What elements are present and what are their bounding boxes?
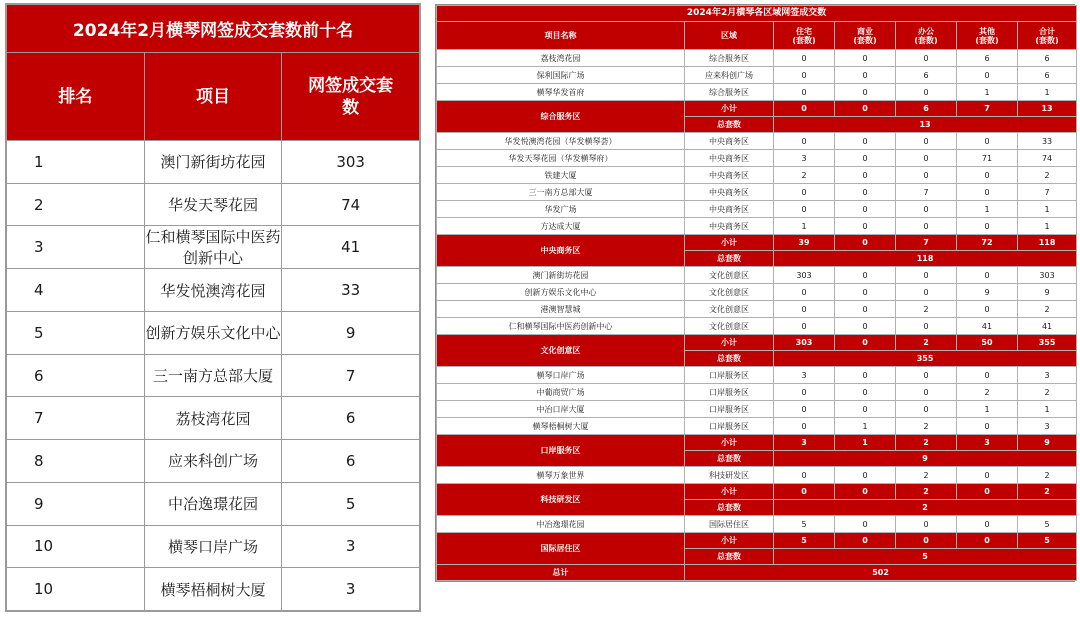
- other-header: 其他 (套数): [957, 22, 1018, 50]
- value-cell-tot: 6: [1018, 67, 1077, 84]
- table-row: [7, 482, 420, 525]
- subtotal-res: 39: [774, 235, 835, 251]
- subtotal-row: [437, 533, 1077, 549]
- rank-cell: 9: [7, 482, 145, 525]
- table-row: [437, 418, 1077, 435]
- area-cell: 口岸服务区: [685, 367, 774, 384]
- value-cell-oth: 0: [957, 218, 1018, 235]
- value-cell-tot: 2: [1018, 167, 1077, 184]
- project-name-cell: 方达成大厦: [437, 218, 685, 235]
- subtotal-off: 2: [896, 484, 957, 500]
- value-cell-com: 0: [835, 467, 896, 484]
- rank-cell: 2: [7, 183, 145, 226]
- value-cell-oth: 0: [957, 184, 1018, 201]
- count-cell: 303: [282, 141, 420, 184]
- project-cell: 荔枝湾花园: [144, 397, 282, 440]
- value-cell-off: 2: [896, 301, 957, 318]
- top-ten-table: [5, 3, 421, 612]
- value-cell-com: 0: [835, 301, 896, 318]
- value-cell-off: 0: [896, 318, 957, 335]
- subtotal-row: [437, 484, 1077, 500]
- count-cell: 5: [282, 482, 420, 525]
- table-row: [437, 218, 1077, 235]
- subtotal-off: 2: [896, 335, 957, 351]
- subtotal-label: 小计: [685, 533, 774, 549]
- table-row: [437, 67, 1077, 84]
- value-cell-com: 0: [835, 284, 896, 301]
- subtotal-oth: 7: [957, 101, 1018, 117]
- value-cell-off: 2: [896, 467, 957, 484]
- subtotal-oth: 72: [957, 235, 1018, 251]
- subtotal-res: 0: [774, 484, 835, 500]
- value-cell-oth: 2: [957, 384, 1018, 401]
- project-cell: 应来科创广场: [144, 440, 282, 483]
- grand-total-label: 总计: [437, 565, 685, 581]
- value-cell-tot: 1: [1018, 84, 1077, 101]
- project-name-cell: 港澳智慧城: [437, 301, 685, 318]
- value-cell-res: 2: [774, 167, 835, 184]
- table-row: [437, 133, 1077, 150]
- table-row: [7, 183, 420, 226]
- area-cell: 口岸服务区: [685, 384, 774, 401]
- project-header: 项目: [144, 53, 282, 141]
- subtotal-oth: 3: [957, 435, 1018, 451]
- value-cell-res: 0: [774, 401, 835, 418]
- value-cell-off: 0: [896, 167, 957, 184]
- subtotal-com: 0: [835, 235, 896, 251]
- table-row: [7, 525, 420, 568]
- table-row: [437, 401, 1077, 418]
- value-cell-tot: 1: [1018, 201, 1077, 218]
- project-name-cell: 铁建大厦: [437, 167, 685, 184]
- table-row: [437, 84, 1077, 101]
- value-cell-res: 5: [774, 516, 835, 533]
- value-cell-oth: 41: [957, 318, 1018, 335]
- project-name-cell: 横琴华发首府: [437, 84, 685, 101]
- subtotal-off: 2: [896, 435, 957, 451]
- area-cell: 中央商务区: [685, 201, 774, 218]
- subtotal-com: 0: [835, 335, 896, 351]
- project-name-header: 项目名称: [437, 22, 685, 50]
- value-cell-oth: 1: [957, 84, 1018, 101]
- value-cell-res: 0: [774, 384, 835, 401]
- subtotal-off: 7: [896, 235, 957, 251]
- project-cell: 中冶逸璟花园: [144, 482, 282, 525]
- value-cell-res: 303: [774, 267, 835, 284]
- value-cell-tot: 2: [1018, 467, 1077, 484]
- area-cell: 中央商务区: [685, 184, 774, 201]
- district-name-cell: 口岸服务区: [437, 435, 685, 467]
- value-cell-res: 0: [774, 84, 835, 101]
- total-sets-label: 总套数: [685, 117, 774, 133]
- table-row: [437, 150, 1077, 167]
- district-table-title: 2024年2月横琴各区域网签成交数: [437, 6, 1077, 22]
- rank-cell: 4: [7, 269, 145, 312]
- area-cell: 文化创意区: [685, 267, 774, 284]
- subtotal-com: 0: [835, 533, 896, 549]
- count-cell: 7: [282, 354, 420, 397]
- count-cell: 3: [282, 525, 420, 568]
- value-cell-com: 0: [835, 384, 896, 401]
- value-cell-oth: 0: [957, 367, 1018, 384]
- table-row: [437, 267, 1077, 284]
- value-cell-tot: 303: [1018, 267, 1077, 284]
- value-cell-res: 0: [774, 67, 835, 84]
- value-cell-res: 0: [774, 467, 835, 484]
- value-cell-oth: 0: [957, 301, 1018, 318]
- count-header-line1: 网签成交套: [308, 75, 394, 96]
- office-header: 办公 (套数): [896, 22, 957, 50]
- count-header: [282, 53, 420, 141]
- value-cell-res: 0: [774, 318, 835, 335]
- rank-cell: 5: [7, 312, 145, 355]
- project-cell: 横琴梧桐树大厦: [144, 568, 282, 611]
- total-header: 合计 (套数): [1018, 22, 1077, 50]
- table-row: [7, 397, 420, 440]
- subtotal-label: 小计: [685, 335, 774, 351]
- rank-cell: 10: [7, 568, 145, 611]
- value-cell-com: 0: [835, 267, 896, 284]
- area-cell: 国际居住区: [685, 516, 774, 533]
- value-cell-res: 0: [774, 133, 835, 150]
- district-name-cell: 科技研发区: [437, 484, 685, 516]
- value-cell-off: 0: [896, 284, 957, 301]
- value-cell-off: 6: [896, 67, 957, 84]
- value-cell-tot: 41: [1018, 318, 1077, 335]
- grand-total-row: [437, 565, 1077, 581]
- subtotal-oth: 0: [957, 484, 1018, 500]
- value-cell-com: 0: [835, 516, 896, 533]
- project-name-cell: 横琴口岸广场: [437, 367, 685, 384]
- area-header: 区域: [685, 22, 774, 50]
- value-cell-oth: 1: [957, 201, 1018, 218]
- project-name-cell: 中葡商贸广场: [437, 384, 685, 401]
- value-cell-oth: 0: [957, 133, 1018, 150]
- subtotal-tot: 13: [1018, 101, 1077, 117]
- value-cell-oth: 0: [957, 167, 1018, 184]
- value-cell-com: 0: [835, 367, 896, 384]
- subtotal-com: 1: [835, 435, 896, 451]
- value-cell-tot: 2: [1018, 384, 1077, 401]
- value-cell-com: 0: [835, 133, 896, 150]
- value-cell-oth: 0: [957, 267, 1018, 284]
- value-cell-off: 7: [896, 184, 957, 201]
- value-cell-tot: 3: [1018, 367, 1077, 384]
- value-cell-off: 0: [896, 201, 957, 218]
- value-cell-off: 0: [896, 150, 957, 167]
- value-cell-res: 0: [774, 301, 835, 318]
- project-name-cell: 华发悦澳湾花园（华发横琴荟）: [437, 133, 685, 150]
- total-sets-value: 13: [774, 117, 1077, 133]
- project-name-cell: 华发天琴花园（华发横琴府）: [437, 150, 685, 167]
- project-name-cell: 中冶逸璟花园: [437, 516, 685, 533]
- value-cell-tot: 1: [1018, 218, 1077, 235]
- total-sets-label: 总套数: [685, 351, 774, 367]
- project-cell: 华发悦澳湾花园: [144, 269, 282, 312]
- table-row: [7, 354, 420, 397]
- count-cell: 74: [282, 183, 420, 226]
- project-name-cell: 中冶口岸大厦: [437, 401, 685, 418]
- project-cell: 澳门新街坊花园: [144, 141, 282, 184]
- residential-header: 住宅 (套数): [774, 22, 835, 50]
- project-name-cell: 荔枝湾花园: [437, 50, 685, 67]
- subtotal-tot: 9: [1018, 435, 1077, 451]
- subtotal-row: [437, 435, 1077, 451]
- value-cell-tot: 74: [1018, 150, 1077, 167]
- subtotal-tot: 5: [1018, 533, 1077, 549]
- value-cell-tot: 2: [1018, 301, 1077, 318]
- area-cell: 综合服务区: [685, 84, 774, 101]
- value-cell-res: 0: [774, 284, 835, 301]
- rank-cell: 10: [7, 525, 145, 568]
- subtotal-oth: 0: [957, 533, 1018, 549]
- project-cell: 横琴口岸广场: [144, 525, 282, 568]
- table-row: [437, 184, 1077, 201]
- value-cell-tot: 6: [1018, 50, 1077, 67]
- table-row: [7, 440, 420, 483]
- value-cell-oth: 71: [957, 150, 1018, 167]
- value-cell-oth: 0: [957, 516, 1018, 533]
- value-cell-res: 3: [774, 367, 835, 384]
- value-cell-tot: 9: [1018, 284, 1077, 301]
- count-cell: 6: [282, 397, 420, 440]
- subtotal-oth: 50: [957, 335, 1018, 351]
- table-row: [437, 367, 1077, 384]
- project-cell: 三一南方总部大厦: [144, 354, 282, 397]
- value-cell-tot: 3: [1018, 418, 1077, 435]
- table-row: [437, 384, 1077, 401]
- value-cell-com: 0: [835, 50, 896, 67]
- value-cell-res: 1: [774, 218, 835, 235]
- table-row: [7, 568, 420, 611]
- area-cell: 应来科创广场: [685, 67, 774, 84]
- table-row: [437, 201, 1077, 218]
- project-name-cell: 仁和横琴国际中医药创新中心: [437, 318, 685, 335]
- district-name-cell: 文化创意区: [437, 335, 685, 367]
- subtotal-res: 0: [774, 101, 835, 117]
- value-cell-off: 0: [896, 218, 957, 235]
- value-cell-tot: 1: [1018, 401, 1077, 418]
- value-cell-res: 0: [774, 201, 835, 218]
- value-cell-com: 0: [835, 318, 896, 335]
- subtotal-row: [437, 101, 1077, 117]
- area-cell: 综合服务区: [685, 50, 774, 67]
- table-row: [437, 318, 1077, 335]
- table-row: [437, 301, 1077, 318]
- project-name-cell: 澳门新街坊花园: [437, 267, 685, 284]
- value-cell-com: 0: [835, 150, 896, 167]
- subtotal-row: [437, 235, 1077, 251]
- count-header-line2: 数: [342, 97, 360, 118]
- subtotal-off: 6: [896, 101, 957, 117]
- value-cell-com: 0: [835, 218, 896, 235]
- total-sets-label: 总套数: [685, 251, 774, 267]
- subtotal-off: 0: [896, 533, 957, 549]
- table-row: [437, 516, 1077, 533]
- value-cell-tot: 7: [1018, 184, 1077, 201]
- count-cell: 41: [282, 226, 420, 269]
- total-sets-label: 总套数: [685, 549, 774, 565]
- value-cell-res: 0: [774, 50, 835, 67]
- total-sets-value: 118: [774, 251, 1077, 267]
- total-sets-label: 总套数: [685, 500, 774, 516]
- count-cell: 6: [282, 440, 420, 483]
- area-cell: 口岸服务区: [685, 401, 774, 418]
- value-cell-off: 0: [896, 84, 957, 101]
- subtotal-com: 0: [835, 101, 896, 117]
- value-cell-com: 0: [835, 84, 896, 101]
- value-cell-tot: 5: [1018, 516, 1077, 533]
- rank-header: 排名: [7, 53, 145, 141]
- subtotal-label: 小计: [685, 235, 774, 251]
- subtotal-res: 303: [774, 335, 835, 351]
- table-row: [437, 50, 1077, 67]
- value-cell-com: 1: [835, 418, 896, 435]
- commercial-header: 商业 (套数): [835, 22, 896, 50]
- table-row: [437, 167, 1077, 184]
- total-sets-value: 5: [774, 549, 1077, 565]
- project-name-cell: 三一南方总部大厦: [437, 184, 685, 201]
- subtotal-res: 5: [774, 533, 835, 549]
- area-cell: 中央商务区: [685, 133, 774, 150]
- subtotal-tot: 2: [1018, 484, 1077, 500]
- value-cell-res: 3: [774, 150, 835, 167]
- count-cell: 9: [282, 312, 420, 355]
- value-cell-off: 0: [896, 367, 957, 384]
- subtotal-tot: 118: [1018, 235, 1077, 251]
- value-cell-res: 0: [774, 184, 835, 201]
- table-row: [7, 141, 420, 184]
- value-cell-off: 0: [896, 50, 957, 67]
- district-name-cell: 中央商务区: [437, 235, 685, 267]
- subtotal-label: 小计: [685, 101, 774, 117]
- area-cell: 文化创意区: [685, 318, 774, 335]
- value-cell-oth: 6: [957, 50, 1018, 67]
- area-cell: 中央商务区: [685, 167, 774, 184]
- count-cell: 3: [282, 568, 420, 611]
- project-cell: 华发天琴花园: [144, 183, 282, 226]
- subtotal-tot: 355: [1018, 335, 1077, 351]
- value-cell-off: 0: [896, 133, 957, 150]
- district-name-cell: 综合服务区: [437, 101, 685, 133]
- subtotal-res: 3: [774, 435, 835, 451]
- table-row: [7, 269, 420, 312]
- subtotal-com: 0: [835, 484, 896, 500]
- grand-total-value: 502: [685, 565, 1077, 581]
- area-cell: 中央商务区: [685, 150, 774, 167]
- value-cell-oth: 0: [957, 418, 1018, 435]
- value-cell-off: 0: [896, 516, 957, 533]
- rank-cell: 8: [7, 440, 145, 483]
- area-cell: 文化创意区: [685, 284, 774, 301]
- district-table: [435, 4, 1075, 582]
- total-sets-value: 355: [774, 351, 1077, 367]
- subtotal-row: [437, 335, 1077, 351]
- value-cell-off: 0: [896, 384, 957, 401]
- table-row: [7, 312, 420, 355]
- value-cell-off: 0: [896, 401, 957, 418]
- rank-cell: 7: [7, 397, 145, 440]
- area-cell: 科技研发区: [685, 467, 774, 484]
- value-cell-com: 0: [835, 67, 896, 84]
- value-cell-off: 0: [896, 267, 957, 284]
- project-cell: 创新方娱乐文化中心: [144, 312, 282, 355]
- value-cell-com: 0: [835, 167, 896, 184]
- project-name-cell: 创新方娱乐文化中心: [437, 284, 685, 301]
- project-name-cell: 横琴梧桐树大厦: [437, 418, 685, 435]
- district-name-cell: 国际居住区: [437, 533, 685, 565]
- project-name-cell: 保利国际广场: [437, 67, 685, 84]
- total-sets-value: 2: [774, 500, 1077, 516]
- table-row: [437, 284, 1077, 301]
- value-cell-res: 0: [774, 418, 835, 435]
- total-sets-label: 总套数: [685, 451, 774, 467]
- value-cell-com: 0: [835, 201, 896, 218]
- value-cell-oth: 0: [957, 467, 1018, 484]
- value-cell-com: 0: [835, 401, 896, 418]
- area-cell: 文化创意区: [685, 301, 774, 318]
- value-cell-oth: 9: [957, 284, 1018, 301]
- total-sets-value: 9: [774, 451, 1077, 467]
- count-cell: 33: [282, 269, 420, 312]
- value-cell-oth: 0: [957, 67, 1018, 84]
- area-cell: 中央商务区: [685, 218, 774, 235]
- value-cell-com: 0: [835, 184, 896, 201]
- rank-cell: 6: [7, 354, 145, 397]
- subtotal-label: 小计: [685, 484, 774, 500]
- top-ten-title: 2024年2月横琴网签成交套数前十名: [7, 5, 420, 53]
- rank-cell: 3: [7, 226, 145, 269]
- table-row: [437, 467, 1077, 484]
- subtotal-label: 小计: [685, 435, 774, 451]
- area-cell: 口岸服务区: [685, 418, 774, 435]
- rank-cell: 1: [7, 141, 145, 184]
- table-row: [7, 226, 420, 269]
- project-name-cell: 横琴万象世界: [437, 467, 685, 484]
- project-cell: 仁和横琴国际中医药创新中心: [144, 226, 282, 269]
- value-cell-tot: 33: [1018, 133, 1077, 150]
- value-cell-oth: 1: [957, 401, 1018, 418]
- value-cell-off: 2: [896, 418, 957, 435]
- project-name-cell: 华发广场: [437, 201, 685, 218]
